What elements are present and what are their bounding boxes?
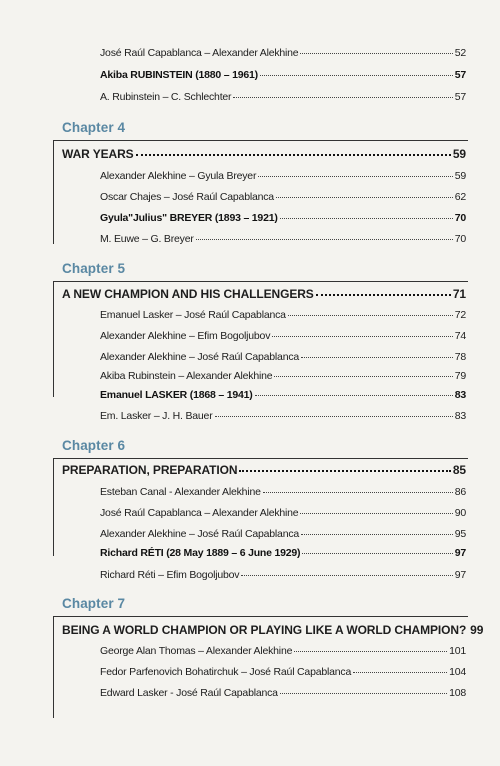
toc-entry-title: Akiba RUBINSTEIN (1880 – 1961) xyxy=(100,69,258,81)
toc-entry xyxy=(100,687,466,699)
toc-part-title: WAR YEARS xyxy=(62,147,134,161)
toc-part-page: 71 xyxy=(452,287,466,301)
dot-leader xyxy=(215,416,453,417)
toc-entry xyxy=(100,645,466,657)
dot-leader xyxy=(300,53,452,54)
toc-entry-page: 97 xyxy=(454,547,466,559)
toc-entry-title: Alexander Alekhine – José Raúl Capablanca xyxy=(100,351,300,363)
toc-entry-title: Emanuel Lasker – José Raúl Capablanca xyxy=(100,309,286,321)
toc-entry-title: George Alan Thomas – Alexander Alekhine xyxy=(100,645,293,657)
chapter-bracket xyxy=(53,281,54,397)
toc-entry-page: 97 xyxy=(454,569,466,581)
toc-entry-page: 90 xyxy=(454,507,466,519)
toc-entry xyxy=(100,91,466,103)
toc-entry-page: 52 xyxy=(454,47,466,59)
dot-leader xyxy=(233,97,452,98)
toc-entry-page: 95 xyxy=(454,528,466,540)
toc-entry-page: 72 xyxy=(454,309,466,321)
toc-entry-title: A. Rubinstein – C. Schlechter xyxy=(100,91,232,103)
toc-entry-title: José Raúl Capablanca – Alexander Alekhine xyxy=(100,507,299,519)
dot-leader xyxy=(239,470,450,472)
toc-entry xyxy=(100,507,466,519)
dot-leader xyxy=(276,197,453,198)
toc-entry-title: Richard RÉTI (28 May 1889 – 6 June 1929) xyxy=(100,547,301,559)
dot-leader xyxy=(301,357,453,358)
toc-entry-page: 70 xyxy=(454,233,466,245)
chapter-heading: Chapter 4 xyxy=(62,120,126,135)
toc-entry xyxy=(100,191,466,203)
dot-leader xyxy=(300,513,452,514)
dot-leader xyxy=(302,553,452,554)
toc-entry-page: 57 xyxy=(454,91,466,103)
toc-biography-entry xyxy=(100,212,466,224)
toc-entry-page: 108 xyxy=(449,687,466,699)
toc-entry xyxy=(100,569,466,581)
toc-entry-title: Alexander Alekhine – Gyula Breyer xyxy=(100,170,257,182)
toc-entry-page: 59 xyxy=(454,170,466,182)
dot-leader xyxy=(280,693,447,694)
toc-entry xyxy=(100,233,466,245)
toc-entry-title: Alexander Alekhine – José Raúl Capablanca xyxy=(100,528,300,540)
dot-leader xyxy=(280,218,453,219)
dot-leader xyxy=(294,651,447,652)
toc-entry-title: Fedor Parfenovich Bohatirchuk – José Raúl Capablanca xyxy=(100,666,352,678)
dot-leader xyxy=(260,75,453,76)
toc-entry-page: 74 xyxy=(454,330,466,342)
toc-entry xyxy=(100,351,466,363)
toc-entry-title: José Raúl Capablanca – Alexander Alekhine xyxy=(100,47,299,59)
toc-entry xyxy=(100,309,466,321)
dot-leader xyxy=(196,239,453,240)
toc-biography-entry xyxy=(100,389,466,401)
toc-entry-title: Emanuel LASKER (1868 – 1941) xyxy=(100,389,253,401)
toc-biography-entry xyxy=(100,547,466,559)
toc-part-entry xyxy=(62,623,484,637)
chapter-bracket xyxy=(53,616,54,718)
toc-entry-title: Richard Réti – Efim Bogoljubov xyxy=(100,569,240,581)
toc-part-page: 85 xyxy=(452,463,466,477)
toc-entry-page: 57 xyxy=(454,69,466,81)
toc-entry-page: 62 xyxy=(454,191,466,203)
toc-entry-page: 79 xyxy=(454,370,466,382)
toc-entry xyxy=(100,528,466,540)
toc-entry xyxy=(100,666,466,678)
toc-entry-title: Alexander Alekhine – Efim Bogoljubov xyxy=(100,330,271,342)
dot-leader xyxy=(316,294,451,296)
toc-part-entry xyxy=(62,463,466,477)
chapter-heading: Chapter 6 xyxy=(62,438,126,453)
dot-leader xyxy=(353,672,447,673)
toc-entry xyxy=(100,330,466,342)
chapter-bracket xyxy=(53,458,54,556)
chapter-rule xyxy=(53,140,468,141)
toc-biography-entry xyxy=(100,69,466,81)
toc-entry-page: 83 xyxy=(454,410,466,422)
chapter-heading: Chapter 5 xyxy=(62,261,126,276)
chapter-rule xyxy=(53,458,468,459)
toc-entry-title: Esteban Canal - Alexander Alekhine xyxy=(100,486,261,498)
toc-part-title: BEING A WORLD CHAMPION OR PLAYING LIKE A WORLD CHAMPION? xyxy=(62,623,467,637)
dot-leader xyxy=(301,534,453,535)
dot-leader xyxy=(288,315,453,316)
toc-entry-title: Edward Lasker - José Raúl Capablanca xyxy=(100,687,278,699)
toc-part-title: A NEW CHAMPION AND HIS CHALLENGERS xyxy=(62,287,314,301)
chapter-rule xyxy=(53,616,468,617)
dot-leader xyxy=(241,575,452,576)
toc-entry-title: M. Euwe – G. Breyer xyxy=(100,233,194,245)
toc-part-entry xyxy=(62,287,466,301)
toc-entry xyxy=(100,370,466,382)
dot-leader xyxy=(255,395,453,396)
chapter-heading: Chapter 7 xyxy=(62,596,126,611)
toc-entry-page: 83 xyxy=(454,389,466,401)
dot-leader xyxy=(274,376,452,377)
toc-entry xyxy=(100,410,466,422)
toc-entry-page: 70 xyxy=(454,212,466,224)
toc-entry xyxy=(100,170,466,182)
toc-entry-title: Em. Lasker – J. H. Bauer xyxy=(100,410,213,422)
dot-leader xyxy=(263,492,453,493)
toc-entry-title: Gyula"Julius" BREYER (1893 – 1921) xyxy=(100,212,278,224)
dot-leader xyxy=(272,336,452,337)
toc-part-page: 59 xyxy=(452,147,466,161)
dot-leader xyxy=(136,154,451,156)
toc-entry-page: 104 xyxy=(449,666,466,678)
toc-entry xyxy=(100,486,466,498)
toc-part-page: 99 xyxy=(470,623,484,637)
toc-part-title: PREPARATION, PREPARATION xyxy=(62,463,238,477)
chapter-bracket xyxy=(53,140,54,244)
toc-entry-title: Oscar Chajes – José Raúl Capablanca xyxy=(100,191,274,203)
dot-leader xyxy=(258,176,452,177)
chapter-rule xyxy=(53,281,468,282)
toc-entry-page: 86 xyxy=(454,486,466,498)
toc-entry-page: 78 xyxy=(454,351,466,363)
toc-entry xyxy=(100,47,466,59)
toc-part-entry xyxy=(62,147,466,161)
toc-entry-page: 101 xyxy=(449,645,466,657)
toc-entry-title: Akiba Rubinstein – Alexander Alekhine xyxy=(100,370,273,382)
